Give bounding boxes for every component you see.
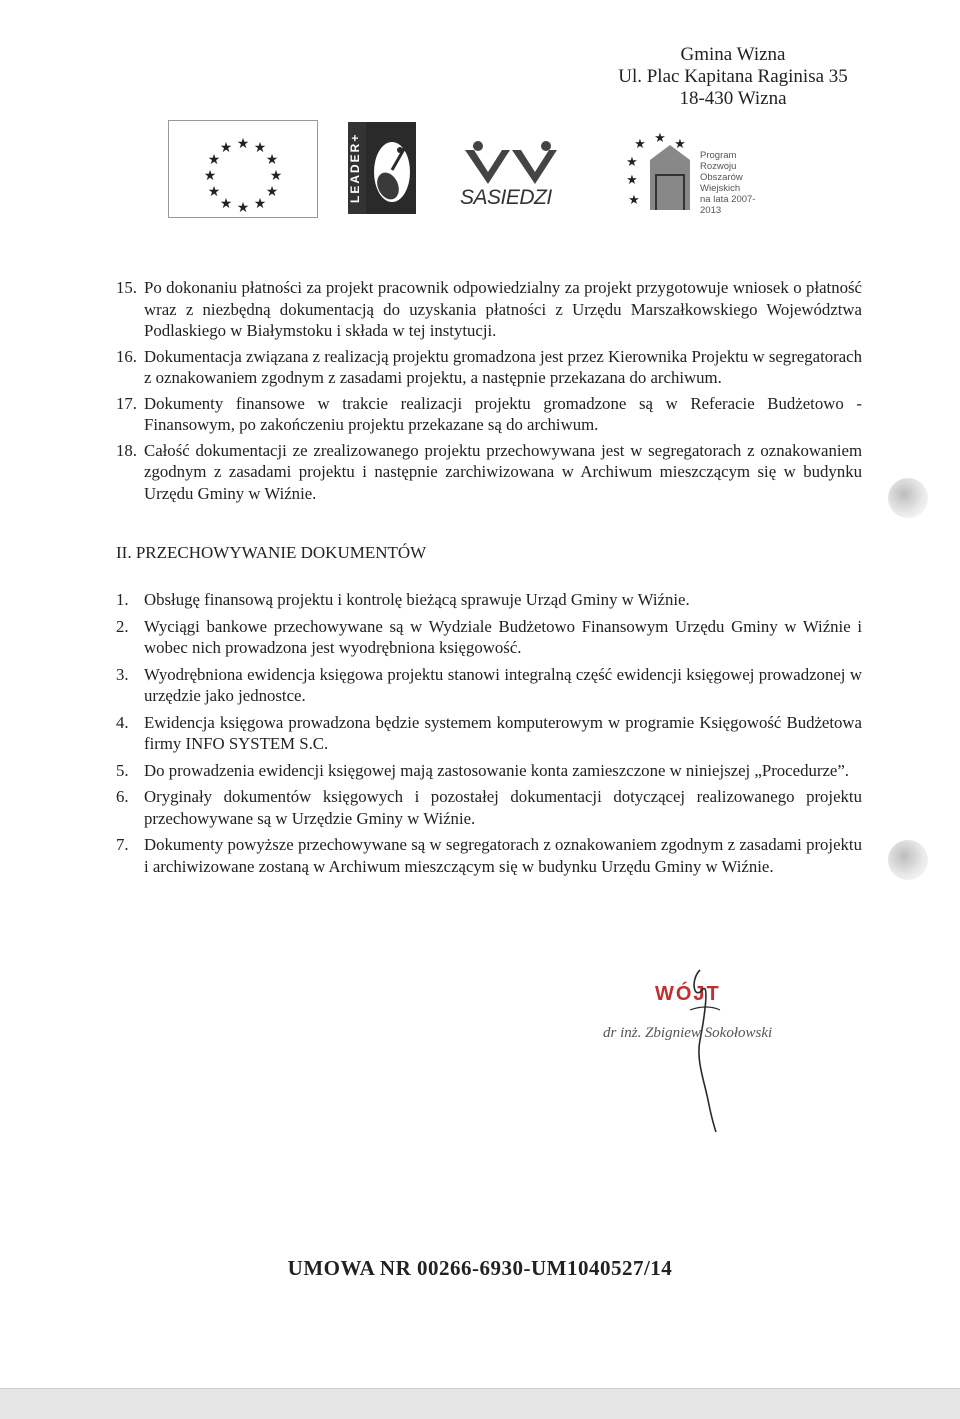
list-item [116, 834, 862, 877]
item-text: Dokumenty powyższe przechowywane są w segregatorach z oznakowaniem zgodnym z zasadami projektu i archiwizowane zostaną w Archiwum mieszczącym się w budynku Urzędu Gminy w Wiźnie. [144, 835, 862, 876]
item-number: 1. [116, 590, 129, 609]
item-number: 2. [116, 616, 129, 636]
leader-logo [348, 120, 418, 216]
leader-label: LEADER+ [348, 122, 366, 214]
list-item [116, 760, 862, 782]
svg-text:★: ★ [219, 140, 233, 156]
postal-address: 18-430 Wizna [679, 88, 787, 109]
item-text: Po dokonaniu płatności za projekt pracownik odpowiedzialny za projekt przygotowuje wniosek o płatność wraz z niezbędną dokumentacją do uzyskania płatności z Urzędu Marszałkowskiego Województwa Podlaskiego w Białymstoku i składa w tej instytucji. [144, 278, 862, 340]
numbered-list-continued [116, 277, 862, 508]
storage-list [116, 589, 862, 882]
prow-logo [620, 120, 770, 216]
item-text: Ewidencja księgowa prowadzona będzie systemem komputerowym w programie Księgowość Budżetowa firmy INFO SYSTEM S.C. [144, 712, 862, 753]
list-item [116, 664, 862, 707]
svg-text:★: ★ [674, 137, 686, 152]
svg-text:★: ★ [269, 168, 283, 184]
item-text: Wyciągi bankowe przechowywane są w Wydziale Budżetowo Finansowym Urzędu Gminy w Wiźnie i wobec nich prowadzona jest wyodrębniona księgowość. [144, 616, 862, 657]
prow-line: Obszarów [700, 172, 743, 183]
item-text: Wyodrębniona ewidencja księgowa projektu stanowi integralną część ewidencji księgowej prowadzonej w urzędzie jako jednostce. [144, 664, 862, 705]
item-number: 4. [116, 712, 129, 732]
list-item [116, 440, 862, 505]
prow-line: Wiejskich [700, 183, 741, 194]
list-item [116, 712, 862, 755]
svg-text:★: ★ [207, 184, 221, 200]
item-text: Dokumenty finansowe w trakcie realizacji projektu gromadzone są w Referacie Budżetowo - Finansowym, po zakończeniu projektu przekazane są do archiwum. [144, 393, 862, 434]
list-item [116, 277, 862, 342]
svg-text:★: ★ [654, 131, 666, 146]
svg-text:★: ★ [203, 168, 217, 184]
svg-text:★: ★ [265, 152, 279, 168]
contract-number: UMOWA NR 00266-6930-UM1040527/14 [287, 1256, 673, 1280]
svg-text:★: ★ [236, 136, 250, 152]
item-text: Oryginały dokumentów księgowych i pozostałej dokumentacji dotyczącej realizowanego projektu przechowywane są w Urzędzie Gminy w Wiźnie. [144, 787, 862, 828]
item-number: 7. [116, 835, 129, 854]
item-number: 6. [116, 787, 129, 806]
handwritten-signature [660, 960, 740, 1140]
svg-text:★: ★ [236, 200, 250, 216]
item-number: 16. [116, 346, 137, 366]
item-number: 15. [116, 278, 137, 297]
prow-line: na lata 2007-2013 [700, 194, 756, 216]
svg-text:★: ★ [265, 184, 279, 200]
svg-text:★: ★ [626, 173, 638, 188]
eu-flag-icon [168, 120, 318, 218]
letterhead [608, 44, 858, 110]
item-text: Całość dokumentacji ze zrealizowanego projektu przechowywana jest w segregatorach z oznakowaniem zgodnym z zasadami projektu i następnie zarchiwizowana w Archiwum mieszczącym się w budynku Urzędu Gminy w Wiźnie. [144, 440, 862, 503]
item-text: Obsługę finansową projektu i kontrolę bieżącą sprawuje Urząd Gminy w Wiźnie. [144, 590, 690, 609]
street-address: Ul. Plac Kapitana Raginisa 35 [618, 66, 848, 87]
punch-hole-top [888, 478, 928, 518]
item-number: 5. [116, 760, 129, 780]
stamp-name: dr inż. Zbigniew Sokołowski [603, 1025, 773, 1041]
sasiedzi-logo [450, 120, 570, 216]
svg-text:★: ★ [628, 193, 640, 208]
list-item [116, 393, 862, 436]
svg-text:★: ★ [253, 196, 267, 212]
stamp-title: WÓJT [655, 983, 721, 1005]
item-number: 17. [116, 393, 137, 413]
list-item [116, 616, 862, 659]
svg-text:★: ★ [253, 140, 267, 156]
punch-hole-bottom [888, 840, 928, 880]
list-item [116, 786, 862, 829]
svg-text:★: ★ [626, 155, 638, 170]
logo-bar [168, 120, 778, 220]
item-text: Dokumentacja związana z realizacją projektu gromadzona jest przez Kierownika Projektu w segregatorach z oznakowaniem zgodnym z zasadami projektu, a następnie przekazana do archiwum. [144, 346, 862, 387]
municipality-name: Gmina Wizna [680, 44, 786, 65]
svg-text:★: ★ [207, 152, 221, 168]
sasiedzi-label: SASIEDZI [460, 186, 552, 209]
prow-caption [700, 150, 770, 216]
prow-line: Program [700, 150, 737, 161]
section-heading: II. PRZECHOWYWANIE DOKUMENTÓW [116, 543, 427, 562]
prow-line: Rozwoju [700, 161, 737, 172]
list-item [116, 346, 862, 389]
item-number: 3. [116, 664, 129, 684]
page-bottom-edge [0, 1388, 960, 1419]
svg-text:★: ★ [634, 137, 646, 152]
item-number: 18. [116, 440, 137, 460]
item-text: Do prowadzenia ewidencji księgowej mają zastosowanie konta zamieszczone w niniejszej „Procedurze”. [144, 760, 849, 780]
svg-text:★: ★ [219, 196, 233, 212]
list-item [116, 589, 862, 611]
